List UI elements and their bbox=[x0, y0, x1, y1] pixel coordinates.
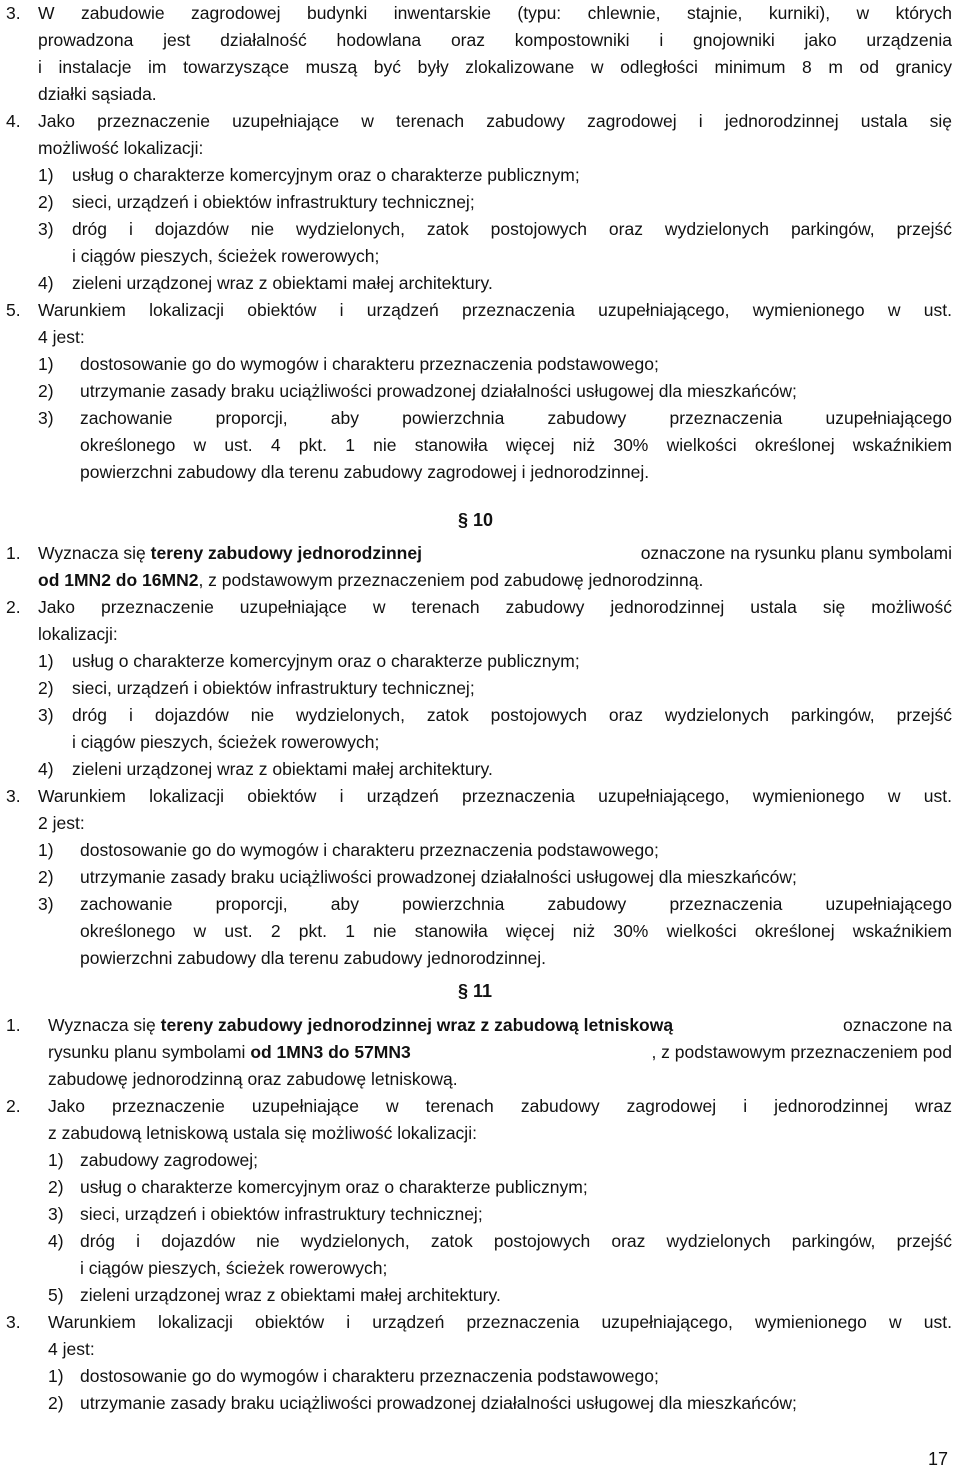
text-run: rysunku planu symbolami od 1MN3 do 57MN3 bbox=[48, 1042, 411, 1062]
bold-text: tereny zabudowy jednorodzinnej bbox=[150, 543, 422, 563]
list-item: utrzymanie zasady braku uciążliwości prowadzonej działalności usługowej dla mieszkańców; bbox=[80, 381, 797, 401]
list-item: usług o charakterze komercyjnym oraz o charakterze publicznym; bbox=[80, 1177, 588, 1197]
paragraph-line: możliwość lokalizacji: bbox=[38, 138, 204, 158]
list-item: dostosowanie go do wymogów i charakteru przeznaczenia podstawowego; bbox=[80, 1366, 659, 1386]
list-item: zachowanie proporcji, aby powierzchnia zabudowy przeznaczenia uzupełniającego bbox=[80, 408, 952, 428]
list-number: 1) bbox=[38, 840, 54, 860]
list-number: 1) bbox=[38, 165, 54, 185]
list-number: 4) bbox=[38, 273, 54, 293]
paragraph-line: Jako przeznaczenie uzupełniające w terenach zabudowy zagrodowej i jednorodzinnej wraz bbox=[48, 1096, 952, 1116]
list-number: 5) bbox=[48, 1285, 64, 1305]
page-number: 17 bbox=[927, 1449, 948, 1469]
section-heading: § 11 bbox=[458, 981, 493, 1001]
list-item: zabudowy zagrodowej; bbox=[80, 1150, 259, 1170]
list-number: 4) bbox=[48, 1231, 64, 1251]
list-item: utrzymanie zasady braku uciążliwości prowadzonej działalności usługowej dla mieszkańców; bbox=[80, 867, 797, 887]
text-run: Wyznacza się tereny zabudowy jednorodzinnej bbox=[38, 543, 422, 563]
item-number: 1. bbox=[6, 1015, 21, 1035]
list-number: 1) bbox=[38, 354, 54, 374]
list-number: 3) bbox=[38, 705, 54, 725]
list-item: i ciągów pieszych, ścieżek rowerowych; bbox=[80, 1258, 388, 1278]
item-number: 2. bbox=[6, 597, 21, 617]
list-number: 4) bbox=[38, 759, 54, 779]
paragraph-line: W zabudowie zagrodowej budynki inwentarskie (typu: chlewnie, stajnie, kurniki), w których bbox=[38, 3, 952, 23]
paragraph-line: Jako przeznaczenie uzupełniające w terenach zabudowy jednorodzinnej ustala się możliwość bbox=[38, 597, 952, 617]
item-number: 1. bbox=[6, 543, 21, 563]
paragraph-line: działki sąsiada. bbox=[38, 84, 157, 104]
list-item: powierzchni zabudowy dla terenu zabudowy zagrodowej i jednorodzinnej. bbox=[80, 462, 650, 482]
list-number: 1) bbox=[48, 1366, 64, 1386]
list-item: sieci, urządzeń i obiektów infrastruktury technicznej; bbox=[72, 678, 475, 698]
list-item: dróg i dojazdów nie wydzielonych, zatok postojowych oraz wydzielonych parkingów, przejść bbox=[80, 1231, 952, 1251]
list-item: określonego w ust. 4 pkt. 1 nie stanowiła więcej niż 30% wielkości określonej wskaźnikiem bbox=[80, 435, 952, 455]
paragraph-line: zabudowę jednorodzinną oraz zabudowę letniskową. bbox=[48, 1069, 458, 1089]
text-run: oznaczone na rysunku planu symbolami bbox=[640, 543, 952, 563]
list-number: 2) bbox=[38, 192, 54, 212]
list-item: zieleni urządzonej wraz z obiektami małej architektury. bbox=[80, 1285, 501, 1305]
list-item: dróg i dojazdów nie wydzielonych, zatok postojowych oraz wydzielonych parkingów, przejść bbox=[72, 705, 952, 725]
paragraph-line: od 1MN2 do 16MN2, z podstawowym przeznaczeniem pod zabudowę jednorodzinną. bbox=[38, 570, 704, 590]
paragraph-line: lokalizacji: bbox=[38, 624, 118, 644]
list-number: 3) bbox=[38, 894, 54, 914]
paragraph-line: Warunkiem lokalizacji obiektów i urządzeń przeznaczenia uzupełniającego, wymienionego w ust. bbox=[38, 786, 952, 806]
item-number: 4. bbox=[6, 111, 21, 131]
paragraph-line: i instalacje im towarzyszące muszą być były zlokalizowane w odległości minimum 8 m od granicy bbox=[38, 57, 952, 77]
list-number: 1) bbox=[48, 1150, 64, 1170]
list-number: 2) bbox=[38, 678, 54, 698]
list-number: 2) bbox=[38, 867, 54, 887]
item-number: 3. bbox=[6, 1312, 21, 1332]
list-item: określonego w ust. 2 pkt. 1 nie stanowiła więcej niż 30% wielkości określonej wskaźnikiem bbox=[80, 921, 952, 941]
list-item: i ciągów pieszych, ścieżek rowerowych; bbox=[72, 732, 380, 752]
list-item: zieleni urządzonej wraz z obiektami małej architektury. bbox=[72, 759, 493, 779]
item-number: 3. bbox=[6, 3, 21, 23]
list-item: utrzymanie zasady braku uciążliwości prowadzonej działalności usługowej dla mieszkańców; bbox=[80, 1393, 797, 1413]
paragraph-line: z zabudową letniskową ustala się możliwość lokalizacji: bbox=[48, 1123, 477, 1143]
list-item: dostosowanie go do wymogów i charakteru przeznaczenia podstawowego; bbox=[80, 840, 659, 860]
paragraph-line bbox=[48, 1012, 952, 1038]
list-item: usług o charakterze komercyjnym oraz o charakterze publicznym; bbox=[72, 651, 580, 671]
paragraph-line: 2 jest: bbox=[38, 813, 85, 833]
list-number: 3) bbox=[38, 219, 54, 239]
item-number: 2. bbox=[6, 1096, 21, 1116]
item-number: 5. bbox=[6, 300, 21, 320]
bold-text: od 1MN2 do 16MN2 bbox=[38, 570, 199, 590]
paragraph-line: prowadzona jest działalność hodowlana oraz kompostowniki i gnojowniki jako urządzenia bbox=[38, 30, 952, 50]
list-number: 1) bbox=[38, 651, 54, 671]
list-number: 2) bbox=[38, 381, 54, 401]
list-item: dostosowanie go do wymogów i charakteru przeznaczenia podstawowego; bbox=[80, 354, 659, 374]
list-item: sieci, urządzeń i obiektów infrastruktury technicznej; bbox=[80, 1204, 483, 1224]
list-number: 2) bbox=[48, 1393, 64, 1413]
list-item: powierzchni zabudowy dla terenu zabudowy jednorodzinnej. bbox=[80, 948, 546, 968]
paragraph-line: Jako przeznaczenie uzupełniające w terenach zabudowy zagrodowej i jednorodzinnej ustala się bbox=[38, 111, 952, 131]
text-run: , z podstawowym przeznaczeniem pod bbox=[651, 1042, 952, 1062]
list-item: zachowanie proporcji, aby powierzchnia zabudowy przeznaczenia uzupełniającego bbox=[80, 894, 952, 914]
item-number: 3. bbox=[6, 786, 21, 806]
list-item: sieci, urządzeń i obiektów infrastruktury technicznej; bbox=[72, 192, 475, 212]
list-number: 2) bbox=[48, 1177, 64, 1197]
section-heading: § 10 bbox=[458, 510, 494, 530]
paragraph-line bbox=[48, 1039, 952, 1065]
text-run: Wyznacza się tereny zabudowy jednorodzinnej wraz z zabudową letniskową bbox=[48, 1015, 674, 1035]
list-item: usług o charakterze komercyjnym oraz o charakterze publicznym; bbox=[72, 165, 580, 185]
list-item: i ciągów pieszych, ścieżek rowerowych; bbox=[72, 246, 380, 266]
text-run: oznaczone na bbox=[843, 1015, 952, 1035]
paragraph-line: 4 jest: bbox=[48, 1339, 95, 1359]
paragraph-line: 4 jest: bbox=[38, 327, 85, 347]
bold-text: tereny zabudowy jednorodzinnej wraz z zabudową letniskową bbox=[160, 1015, 674, 1035]
list-item: zieleni urządzonej wraz z obiektami małej architektury. bbox=[72, 273, 493, 293]
list-number: 3) bbox=[48, 1204, 64, 1224]
paragraph-line: Warunkiem lokalizacji obiektów i urządzeń przeznaczenia uzupełniającego, wymienionego w ust. bbox=[48, 1312, 952, 1332]
list-number: 3) bbox=[38, 408, 54, 428]
bold-text: od 1MN3 do 57MN3 bbox=[250, 1042, 411, 1062]
list-item: dróg i dojazdów nie wydzielonych, zatok postojowych oraz wydzielonych parkingów, przejść bbox=[72, 219, 952, 239]
paragraph-line bbox=[38, 540, 952, 566]
paragraph-line: Warunkiem lokalizacji obiektów i urządzeń przeznaczenia uzupełniającego, wymienionego w ust. bbox=[38, 300, 952, 320]
